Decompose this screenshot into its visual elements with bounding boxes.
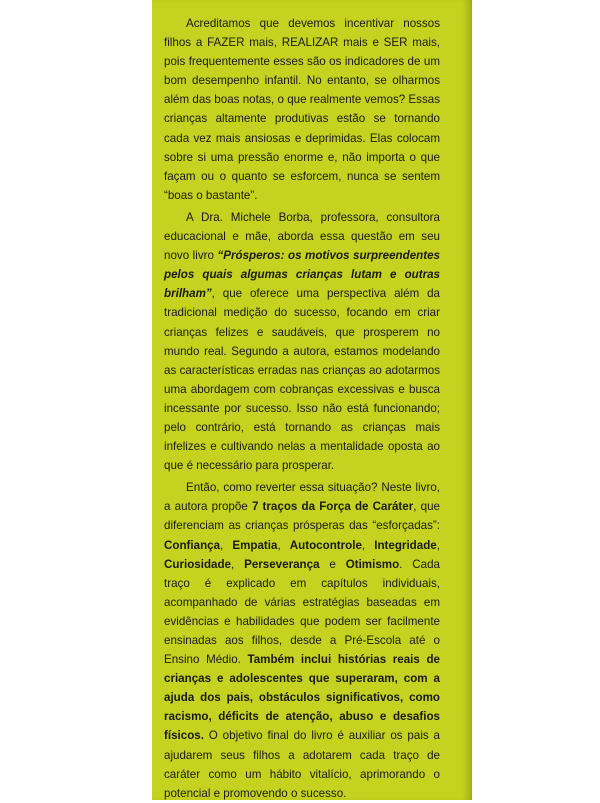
trait-otimismo: Otimismo (345, 557, 400, 571)
trait-curiosidade: Curiosidade (164, 557, 231, 571)
paragraph-2-before: A Dra. Michele Borba, professora, consultora educacional e mãe, aborda essa questão em seu novo livro (164, 210, 440, 263)
paragraph-3-intro: Então, como reverter essa situação? Neste livro, a autora propõe (164, 481, 440, 514)
book-title: “Prósperos: os motivos surpreendentes pelos quais algumas crianças lutam e outras brilham” (164, 249, 440, 301)
paragraph-3-middle: . Cada traço é explicado em capítulos individuais, acompanhado de várias estratégias baseadas em evidências e habilidades que podem ser facilmente ensinadas aos filhos, desde a Pré-Escola até o Ensino Médio. (164, 557, 440, 667)
paragraph-author (164, 208, 440, 475)
article-text (164, 14, 440, 803)
trait-separator: , (361, 538, 375, 552)
traits-heading: 7 traços da Força de Caráter (251, 500, 414, 514)
trait-confianca: Confiança (164, 538, 221, 552)
paragraph-traits (164, 478, 440, 803)
trait-separator: , (436, 538, 440, 552)
trait-separator: , (220, 538, 233, 552)
paragraph-2-after: , que oferece uma perspectiva além da tradicional medição do sucesso, focando em criar crianças felizes e saudáveis, que prosperem no mundo real. Segundo a autora, estamos modelando as características erradas nas crianças ao adotarmos uma abordagem com cobranças excessivas e busca incessante por sucesso. Isso não está funcionando; pelo contrário, está tornando as crianças mais infelizes e cultivando nelas a mentalidade oposta ao que é necessário para prosperar. (164, 287, 440, 473)
paragraph-3-closing: O objetivo final do livro é auxiliar os pais a ajudarem seus filhos a adotarem cada traço de caráter como um hábito vitalício, aprimorando o potencial e promovendo o sucesso. (164, 729, 440, 800)
trait-perseveranca: Perseverança (244, 557, 320, 571)
trait-integridade: Integridade (374, 538, 437, 552)
trait-separator: , (231, 557, 245, 571)
trait-empatia: Empatia (232, 538, 278, 552)
traits-lead: , que diferenciam as crianças prósperas das “esforçadas”: (164, 500, 440, 533)
trait-conjunction: e (319, 557, 346, 571)
trait-separator: , (277, 538, 290, 552)
paragraph-intro (164, 14, 440, 205)
stories-highlight: Também inclui histórias reais de crianças e adolescentes que superaram, com a ajuda dos pais, obstáculos significativos, como racismo, déficits de atenção, abuso e desafios físicos. (164, 653, 440, 743)
trait-autocontrole: Autocontrole (289, 538, 362, 552)
paragraph-1-text: Acreditamos que devemos incentivar nossos filhos a FAZER mais, REALIZAR mais e SER mais, pois frequentemente esses são os indicadores de um bom desempenho infantil. No entanto, se olharmos além das boas notas, o que realmente vemos? Essas crianças altamente produtivas estão se tornando cada vez mais ansiosas e deprimidas. Elas colocam sobre si uma pressão enorme e, não importa o que façam ou o quanto se esforcem, nunca se sentem “boas o bastante”. (164, 17, 440, 202)
